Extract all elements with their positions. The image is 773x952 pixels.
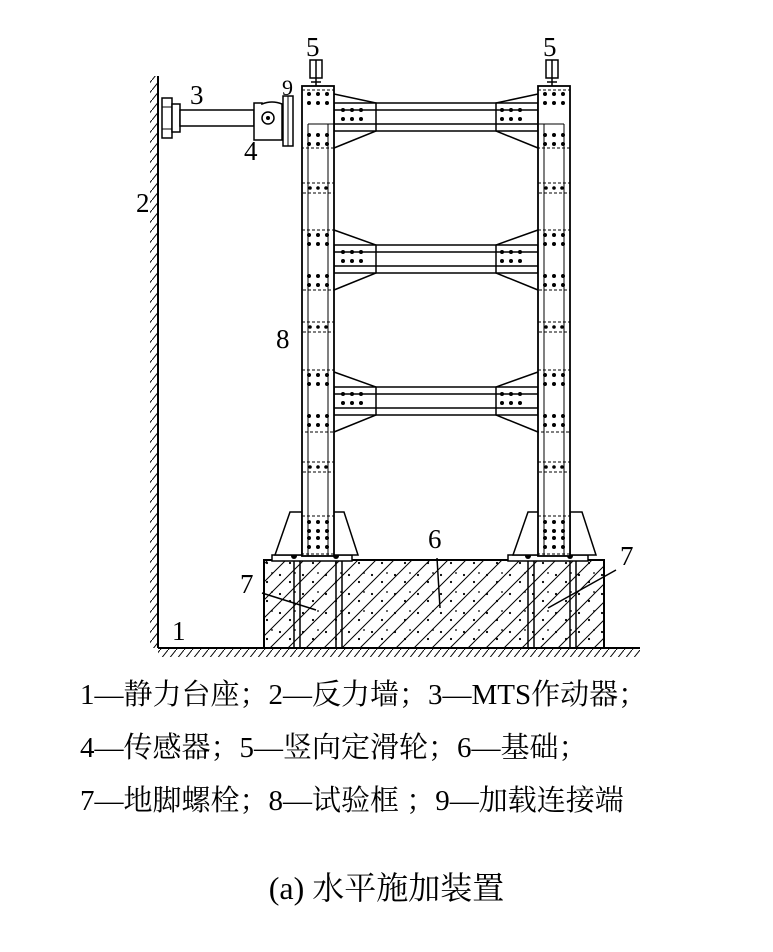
- static-base: [158, 648, 640, 657]
- foundation: [264, 560, 604, 648]
- label-reaction-wall: 2: [136, 188, 150, 218]
- label-foundation: 6: [428, 524, 442, 554]
- label-loading-end: 9: [282, 75, 293, 100]
- label-sensor: 4: [244, 136, 258, 166]
- test-frame-column-right: [538, 86, 570, 556]
- figure-caption: (a) 水平施加装置: [268, 870, 505, 906]
- mts-actuator: [162, 98, 254, 138]
- vertical-pulley-right: [546, 60, 558, 86]
- label-static-base: 1: [172, 616, 186, 646]
- test-frame-beams: [334, 103, 538, 415]
- vertical-pulley-left: [310, 60, 322, 86]
- label-pulley-left: 5: [306, 32, 320, 62]
- label-anchor-bolt-right: 7: [620, 541, 634, 571]
- label-anchor-bolt-left: 7: [240, 569, 254, 599]
- reaction-wall: [150, 76, 158, 648]
- column-bolts: [307, 92, 565, 549]
- label-test-frame: 8: [276, 324, 290, 354]
- label-pulley-right: 5: [543, 32, 557, 62]
- column-splice-bands: [302, 90, 570, 554]
- legend-line-2: 4—传感器；5—竖向定滑轮；6—基础；: [80, 732, 588, 764]
- loading-connection-end: [283, 96, 293, 146]
- legend-line-1: 1—静力台座；2—反力墙；3—MTS作动器；: [80, 679, 648, 711]
- test-frame-column-left: [302, 86, 334, 556]
- legend-line-3: 7—地脚螺栓；8—试验框 ；9—加载连接端: [80, 785, 624, 817]
- sensor: [254, 102, 282, 140]
- label-actuator: 3: [190, 80, 204, 110]
